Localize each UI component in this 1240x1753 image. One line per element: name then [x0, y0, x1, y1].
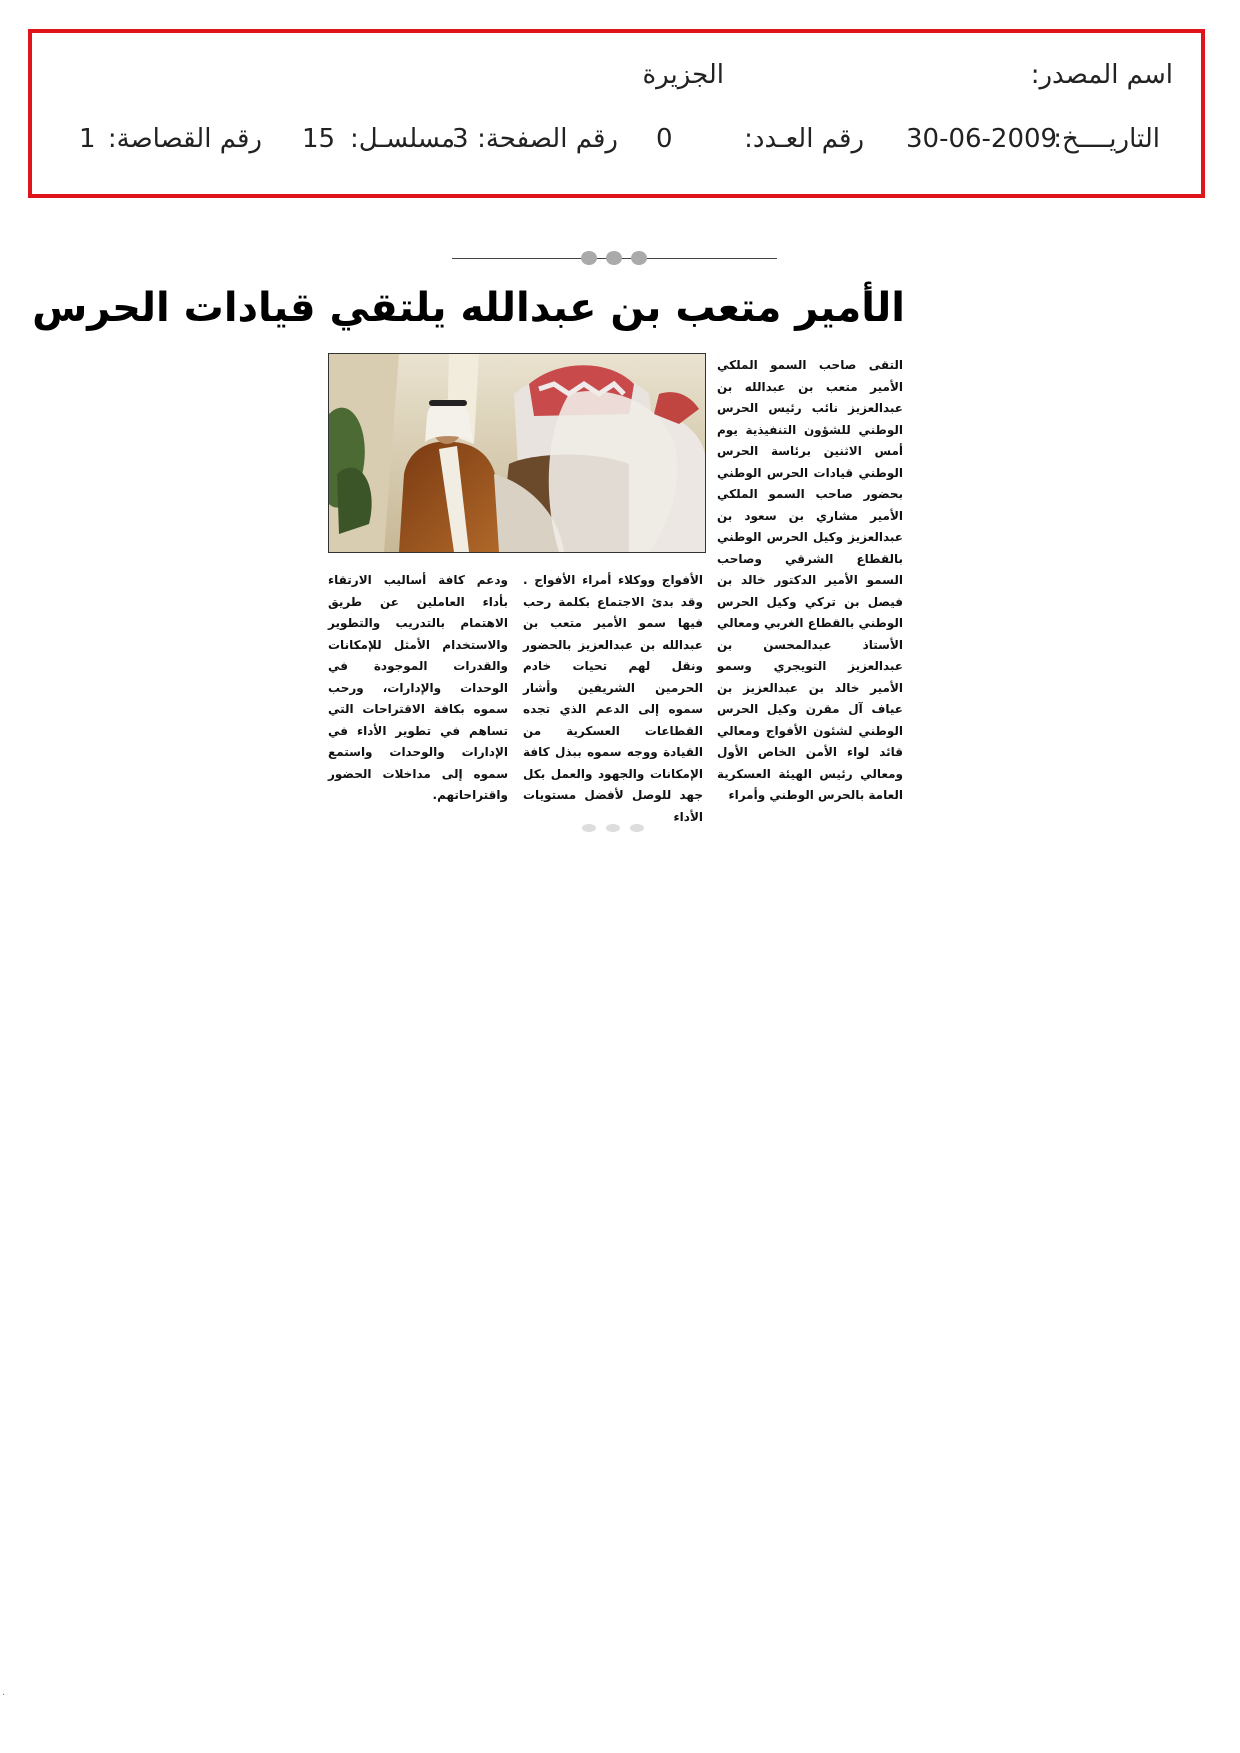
serial-value: 15 [302, 124, 336, 154]
source-value: الجزيرة [642, 60, 724, 90]
clip-number-value: 1 [79, 124, 96, 154]
page-label: رقم الصفحة: [477, 124, 618, 154]
article-column-middle: الأفواج ووكلاء أمراء الأفواج . وقد بدئ الاجتماع بكلمة رحب فيها سمو الأمير متعب بن عبدالله بن عبدالعزيز بالحضور ونقل لهم تحيات خادم الحرمين الشريفين وأشار سموه إلى الدعم الذي تجده القطاعات العسكرية من القيادة ووجه سموه ببذل كافة الإمكانات والجهود والعمل بكل جهد للوصل لأفضل مستويات الأداء [523, 573, 703, 824]
divider-dot [631, 251, 647, 265]
date-value: 30-06-2009 [906, 124, 1058, 154]
serial-label: مسلسـل: [350, 124, 455, 154]
divider-dot [581, 251, 597, 265]
scan-speck: · [2, 1690, 6, 1701]
article-headline: الأمير متعب بن عبدالله يلتقي قيادات الحرس [32, 285, 905, 331]
source-label: اسم المصدر: [1030, 60, 1173, 90]
clip-number-label: رقم القصاصة: [107, 124, 262, 154]
article-column-right: التقى صاحب السمو الملكي الأمير متعب بن عبدالله بن عبدالعزيز نائب رئيس الحرس الوطني للشؤون التنفيذية يوم أمس الاثنين برئاسة الحرس الوطني قيادات الحرس الوطني بحضور صاحب السمو الملكي الأمير مشاري بن سعود بن عبدالعزيز وكيل الحرس الوطني بالقطاع الشرقي وصاحب السمو الأمير الدكتور خالد بن فيصل بن تركي وكيل الحرس الوطني بالقطاع الغربي ومعالي الأستاذ عبدالمحسن بن عبدالعزيز التويجري وسمو الأمير خالد بن عبدالعزيز بن عياف آل مقرن وكيل الحرس الوطني لشئون الأفواج ومعالي قائد لواء الأمن الخاص الأول ومعالي رئيس الهيئة العسكرية العامة بالحرس الوطني وأمراء [717, 358, 903, 802]
divider-dot [582, 824, 596, 832]
date-label: التاريــــخ: [1053, 124, 1160, 154]
issue-label: رقم العـدد: [744, 124, 864, 154]
divider-dot [630, 824, 644, 832]
clipping-info-box [28, 29, 1205, 198]
issue-value: 0 [656, 124, 673, 154]
divider-dot [606, 251, 622, 265]
page-value: 3 [452, 124, 469, 154]
article-photo [328, 353, 706, 553]
article-column-left: ودعم كافة أساليب الارتقاء بأداء العاملين عن طريق الاهتمام بالتدريب والتطوير والاستخدام الأمثل للإمكانات والقدرات الموجودة في الوحدات والإدارات، ورحب سموه بكافة الاقتراحات التي تساهم في تطوير الأداء في الإدارات والوحدات واستمع سموه إلى مداخلات الحضور واقتراحاتهم. [328, 573, 508, 802]
divider-dot [606, 824, 620, 832]
